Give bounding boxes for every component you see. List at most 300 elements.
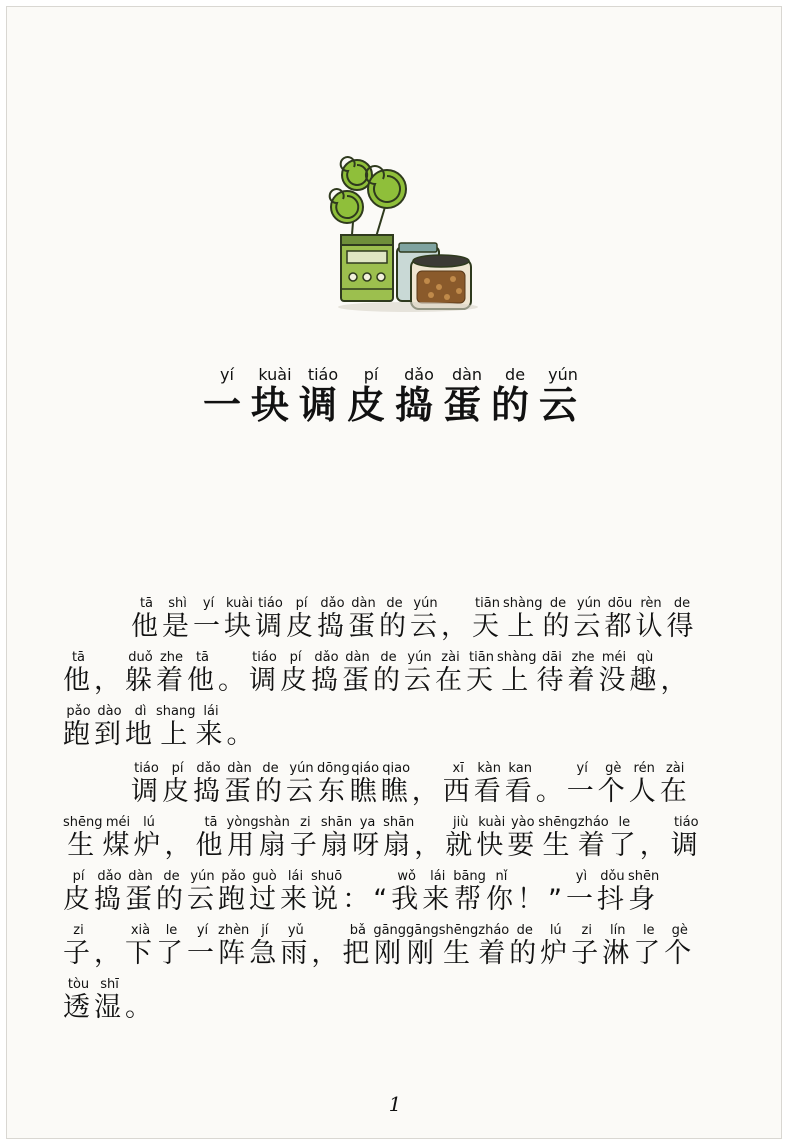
pinyin-annotation: lái bbox=[280, 869, 311, 884]
hanzi-char: ， bbox=[441, 611, 472, 642]
body-char bbox=[255, 596, 286, 642]
body-char bbox=[218, 665, 249, 696]
hanzi-char: 身 bbox=[627, 884, 660, 915]
hanzi-char: 上 bbox=[503, 611, 543, 642]
body-char bbox=[453, 869, 486, 915]
hanzi-char: 瞧 bbox=[380, 776, 412, 807]
body-char bbox=[435, 650, 466, 696]
pinyin-annotation: pǎo bbox=[63, 704, 94, 719]
pinyin-annotation: yún bbox=[539, 365, 588, 384]
pinyin-annotation: jí bbox=[249, 923, 281, 938]
hanzi-char: 蛋 bbox=[443, 383, 492, 427]
body-char bbox=[289, 815, 321, 861]
body-char bbox=[125, 923, 156, 969]
hanzi-char: 来 bbox=[422, 884, 454, 915]
body-char bbox=[195, 704, 227, 750]
pinyin-annotation: lái bbox=[195, 704, 227, 719]
hanzi-char: 着 bbox=[577, 830, 609, 861]
hanzi-char: 皮 bbox=[286, 611, 317, 642]
hanzi-char: 急 bbox=[249, 938, 281, 969]
pinyin-annotation: tā bbox=[187, 650, 218, 665]
hanzi-char: 捣 bbox=[94, 884, 125, 915]
body-char bbox=[165, 830, 196, 861]
hanzi-char: 云 bbox=[410, 611, 441, 642]
pinyin-annotation: tiáo bbox=[249, 650, 280, 665]
body-char bbox=[373, 884, 391, 915]
hanzi-char: 生 bbox=[538, 830, 578, 861]
hanzi-char: 西 bbox=[442, 776, 474, 807]
hanzi-char: 就 bbox=[445, 830, 477, 861]
body-char bbox=[249, 923, 281, 969]
pinyin-annotation: gè bbox=[664, 923, 696, 938]
hanzi-char: 皮 bbox=[346, 383, 395, 427]
body-char bbox=[422, 869, 454, 915]
title-char bbox=[443, 365, 492, 427]
hanzi-char: 炉 bbox=[540, 938, 572, 969]
hanzi-char: 着 bbox=[156, 665, 187, 696]
body-char bbox=[441, 611, 472, 642]
hanzi-char: 块 bbox=[250, 383, 299, 427]
body-char bbox=[133, 815, 165, 861]
body-char bbox=[63, 977, 94, 1023]
pinyin-annotation: dǎo bbox=[193, 761, 224, 776]
hanzi-char: 把 bbox=[342, 938, 374, 969]
body-char bbox=[414, 830, 445, 861]
body-char bbox=[125, 704, 156, 750]
hanzi-char: 他 bbox=[63, 665, 94, 696]
body-char bbox=[94, 665, 125, 696]
hanzi-char: ” bbox=[547, 884, 566, 915]
body-char bbox=[187, 869, 218, 915]
hanzi-char: 地 bbox=[125, 719, 156, 750]
hanzi-char: 调 bbox=[670, 830, 702, 861]
body-char bbox=[162, 596, 193, 642]
hanzi-char: 刚 bbox=[406, 938, 439, 969]
body-char bbox=[445, 815, 477, 861]
story-paragraph bbox=[63, 597, 715, 762]
hanzi-char: 一 bbox=[566, 776, 598, 807]
hanzi-char: 的 bbox=[255, 776, 286, 807]
pinyin-annotation: dì bbox=[125, 704, 156, 719]
body-char bbox=[373, 923, 407, 969]
hanzi-char: 的 bbox=[542, 611, 574, 642]
hanzi-char: 帮 bbox=[453, 884, 486, 915]
body-char bbox=[193, 761, 224, 807]
pinyin-annotation: de bbox=[373, 650, 404, 665]
body-char bbox=[255, 761, 286, 807]
pinyin-annotation: kuài bbox=[224, 596, 255, 611]
hanzi-char: 个 bbox=[597, 776, 629, 807]
story-body bbox=[63, 597, 715, 1035]
body-char bbox=[666, 596, 698, 642]
hanzi-char: 调 bbox=[298, 383, 347, 427]
hanzi-char: 趣 bbox=[629, 665, 661, 696]
hanzi-char: 用 bbox=[226, 830, 259, 861]
pinyin-annotation: le bbox=[156, 923, 187, 938]
pinyin-annotation: tā bbox=[195, 815, 227, 830]
pinyin-annotation: xī bbox=[442, 761, 474, 776]
hanzi-char: “ bbox=[373, 884, 392, 915]
pinyin-annotation: duǒ bbox=[125, 650, 156, 665]
body-char bbox=[195, 815, 227, 861]
body-char bbox=[509, 923, 541, 969]
hanzi-char: 透 bbox=[63, 992, 94, 1023]
pinyin-annotation bbox=[640, 815, 671, 830]
body-char bbox=[670, 815, 702, 861]
pinyin-annotation: gāng bbox=[373, 923, 407, 938]
body-char bbox=[187, 650, 218, 696]
hanzi-char: 天 bbox=[472, 611, 503, 642]
body-char bbox=[538, 815, 578, 861]
hanzi-char: 皮 bbox=[63, 884, 94, 915]
body-char bbox=[249, 650, 280, 696]
body-char bbox=[156, 869, 187, 915]
body-char bbox=[286, 761, 317, 807]
pinyin-annotation: de bbox=[509, 923, 541, 938]
body-char bbox=[224, 761, 255, 807]
body-char bbox=[218, 869, 249, 915]
body-char bbox=[156, 923, 187, 969]
hanzi-char: 湿 bbox=[94, 992, 125, 1023]
pinyin-annotation: de bbox=[491, 365, 540, 384]
hanzi-char: 块 bbox=[224, 611, 255, 642]
hanzi-char: 是 bbox=[162, 611, 193, 642]
pinyin-annotation: tiáo bbox=[670, 815, 702, 830]
pinyin-annotation: yòng bbox=[226, 815, 259, 830]
pinyin-annotation: de bbox=[156, 869, 187, 884]
pinyin-annotation: lín bbox=[602, 923, 634, 938]
hanzi-char: ， bbox=[94, 938, 125, 969]
body-char bbox=[226, 815, 259, 861]
hanzi-char: 云 bbox=[539, 383, 588, 427]
body-char bbox=[598, 650, 630, 696]
cookie-jar-icon bbox=[411, 255, 471, 309]
pinyin-annotation bbox=[94, 923, 125, 938]
pinyin-annotation: dǎo bbox=[395, 365, 443, 384]
pinyin-annotation: lú bbox=[133, 815, 165, 830]
body-char bbox=[540, 923, 572, 969]
hanzi-char: 云 bbox=[404, 665, 435, 696]
hanzi-char: 的 bbox=[509, 938, 541, 969]
body-char bbox=[373, 650, 404, 696]
pinyin-annotation: zháo bbox=[478, 923, 510, 938]
hanzi-char: 在 bbox=[435, 665, 466, 696]
hanzi-char: 扇 bbox=[383, 830, 415, 861]
pinyin-annotation: yí bbox=[193, 596, 224, 611]
pinyin-annotation: rén bbox=[628, 761, 660, 776]
body-char bbox=[504, 761, 536, 807]
body-char bbox=[608, 815, 640, 861]
body-char bbox=[542, 596, 574, 642]
hanzi-char: 说 bbox=[311, 884, 343, 915]
hanzi-char: 跑 bbox=[63, 719, 94, 750]
hanzi-char: ， bbox=[164, 830, 196, 861]
pinyin-annotation: gè bbox=[597, 761, 629, 776]
body-char bbox=[629, 650, 661, 696]
hanzi-char: 快 bbox=[476, 830, 508, 861]
body-char bbox=[156, 650, 187, 696]
pinyin-annotation bbox=[125, 977, 156, 992]
hanzi-char: 上 bbox=[156, 719, 196, 750]
hanzi-char: 跑 bbox=[218, 884, 249, 915]
hanzi-char: 的 bbox=[156, 884, 187, 915]
body-char bbox=[131, 761, 162, 807]
hanzi-char: 下 bbox=[125, 938, 156, 969]
pinyin-annotation: lái bbox=[422, 869, 454, 884]
pinyin-annotation: yí bbox=[202, 365, 251, 384]
pinyin-annotation: kan bbox=[504, 761, 536, 776]
hanzi-char: 着 bbox=[478, 938, 510, 969]
body-char bbox=[577, 815, 609, 861]
body-char bbox=[348, 596, 379, 642]
pinyin-annotation bbox=[412, 761, 443, 776]
pinyin-annotation: zài bbox=[659, 761, 691, 776]
hanzi-char: 在 bbox=[659, 776, 691, 807]
hanzi-char: 扇 bbox=[320, 830, 353, 861]
pinyin-annotation: guò bbox=[249, 869, 280, 884]
body-char bbox=[94, 977, 125, 1023]
pinyin-annotation: dàn bbox=[224, 761, 255, 776]
body-char bbox=[156, 704, 196, 750]
hanzi-char: 一 bbox=[187, 938, 218, 969]
pinyin-annotation: zhe bbox=[156, 650, 187, 665]
pinyin-annotation: dǒu bbox=[596, 869, 628, 884]
pinyin-annotation bbox=[548, 869, 566, 884]
hanzi-char: 捣 bbox=[193, 776, 224, 807]
pinyin-annotation: pǎo bbox=[218, 869, 249, 884]
pinyin-annotation: zhe bbox=[567, 650, 599, 665]
pinyin-annotation: dàn bbox=[348, 596, 379, 611]
body-char bbox=[63, 923, 94, 969]
body-char bbox=[218, 923, 250, 969]
body-char bbox=[476, 815, 508, 861]
hanzi-char: 的 bbox=[373, 665, 404, 696]
body-char bbox=[660, 665, 691, 696]
hanzi-char: 抖 bbox=[596, 884, 628, 915]
hanzi-char: 他 bbox=[187, 665, 218, 696]
pinyin-annotation bbox=[218, 650, 249, 665]
body-char bbox=[94, 869, 125, 915]
pinyin-annotation: zhèn bbox=[218, 923, 250, 938]
body-char bbox=[94, 938, 125, 969]
hanzi-char: 你 bbox=[485, 884, 517, 915]
pinyin-annotation: shì bbox=[162, 596, 193, 611]
title-char bbox=[202, 365, 251, 427]
pinyin-annotation: yì bbox=[565, 869, 597, 884]
body-char bbox=[573, 596, 605, 642]
pinyin-annotation: pí bbox=[63, 869, 94, 884]
pinyin-annotation bbox=[311, 923, 342, 938]
pinyin-annotation: shēng bbox=[538, 815, 578, 830]
pinyin-annotation: shēng bbox=[438, 923, 479, 938]
title-char bbox=[395, 365, 444, 427]
pinyin-annotation: shān bbox=[383, 815, 415, 830]
hanzi-char: 我 bbox=[391, 884, 423, 915]
hanzi-char: 子 bbox=[63, 938, 94, 969]
hanzi-char: 。 bbox=[535, 776, 567, 807]
hanzi-char: 都 bbox=[604, 611, 636, 642]
hanzi-char: 蛋 bbox=[348, 611, 379, 642]
body-char bbox=[249, 869, 280, 915]
pinyin-annotation: de bbox=[255, 761, 286, 776]
body-char bbox=[412, 776, 443, 807]
body-char bbox=[63, 650, 94, 696]
hanzi-char: 煤 bbox=[102, 830, 134, 861]
body-char bbox=[567, 650, 599, 696]
body-char bbox=[224, 596, 255, 642]
pinyin-annotation: xià bbox=[125, 923, 156, 938]
hanzi-char: 雨 bbox=[280, 938, 312, 969]
hanzi-char: 过 bbox=[249, 884, 280, 915]
body-char bbox=[664, 923, 696, 969]
body-char bbox=[162, 761, 193, 807]
pinyin-annotation: yún bbox=[187, 869, 218, 884]
pinyin-annotation: de bbox=[379, 596, 410, 611]
pinyin-annotation: rèn bbox=[635, 596, 667, 611]
body-char bbox=[406, 923, 439, 969]
hanzi-char: 阵 bbox=[218, 938, 250, 969]
pinyin-annotation bbox=[94, 650, 125, 665]
hanzi-char: 了 bbox=[633, 938, 665, 969]
hanzi-char: 他 bbox=[195, 830, 227, 861]
pinyin-annotation: shàng bbox=[503, 596, 543, 611]
body-char bbox=[478, 923, 510, 969]
hanzi-char: ， bbox=[94, 665, 125, 696]
hanzi-char: 着 bbox=[567, 665, 599, 696]
potted-plant-and-jar-illustration bbox=[313, 147, 483, 317]
hanzi-char: 要 bbox=[507, 830, 539, 861]
title-char bbox=[298, 365, 347, 427]
pinyin-annotation: shēng bbox=[63, 815, 103, 830]
hanzi-char: 一 bbox=[193, 611, 224, 642]
story-title bbox=[7, 367, 783, 429]
hanzi-char: 瞧 bbox=[349, 776, 381, 807]
body-char bbox=[349, 761, 381, 807]
body-char bbox=[466, 650, 497, 696]
hanzi-char: 的 bbox=[491, 383, 540, 427]
body-char bbox=[472, 596, 503, 642]
body-char bbox=[311, 869, 343, 915]
hanzi-char: 捣 bbox=[317, 611, 348, 642]
body-char bbox=[485, 869, 517, 915]
body-char bbox=[566, 761, 598, 807]
pinyin-annotation bbox=[414, 815, 445, 830]
hanzi-char: 扇 bbox=[258, 830, 290, 861]
pinyin-annotation: tiáo bbox=[298, 365, 347, 384]
body-char bbox=[94, 704, 125, 750]
body-char bbox=[442, 761, 474, 807]
hanzi-char: 看 bbox=[473, 776, 505, 807]
body-char bbox=[503, 596, 543, 642]
pinyin-annotation: dǎo bbox=[317, 596, 348, 611]
pinyin-annotation: tiáo bbox=[255, 596, 286, 611]
pinyin-annotation: tòu bbox=[63, 977, 94, 992]
story-paragraph bbox=[63, 762, 715, 1035]
pinyin-annotation: tā bbox=[131, 596, 162, 611]
hanzi-char: 呀 bbox=[352, 830, 384, 861]
body-char bbox=[536, 776, 567, 807]
body-char bbox=[410, 596, 441, 642]
pinyin-annotation: shàng bbox=[497, 650, 537, 665]
body-char bbox=[473, 761, 505, 807]
pinyin-annotation bbox=[342, 869, 373, 884]
body-char bbox=[342, 650, 373, 696]
hanzi-char: 刚 bbox=[373, 938, 407, 969]
hanzi-char: 子 bbox=[571, 938, 603, 969]
hanzi-char: 来 bbox=[280, 884, 311, 915]
pinyin-annotation: shān bbox=[320, 815, 353, 830]
hanzi-char: 生 bbox=[438, 938, 479, 969]
hanzi-char: 躲 bbox=[125, 665, 156, 696]
hanzi-char: 调 bbox=[255, 611, 286, 642]
body-char bbox=[602, 923, 634, 969]
hanzi-char: 待 bbox=[536, 665, 568, 696]
body-char bbox=[391, 869, 423, 915]
body-char bbox=[438, 923, 479, 969]
pinyin-annotation: zi bbox=[289, 815, 321, 830]
body-char bbox=[352, 815, 384, 861]
pinyin-annotation: tiáo bbox=[131, 761, 162, 776]
pinyin-annotation bbox=[660, 650, 691, 665]
body-char bbox=[659, 761, 691, 807]
body-char bbox=[640, 830, 671, 861]
pinyin-annotation: dào bbox=[94, 704, 125, 719]
book-page bbox=[6, 6, 782, 1139]
pinyin-annotation: nǐ bbox=[485, 869, 517, 884]
hanzi-char: ， bbox=[411, 776, 443, 807]
body-char bbox=[565, 869, 597, 915]
pinyin-annotation: yún bbox=[404, 650, 435, 665]
pinyin-annotation: yí bbox=[187, 923, 218, 938]
pinyin-annotation: yún bbox=[410, 596, 441, 611]
pinyin-annotation: shang bbox=[156, 704, 196, 719]
body-char bbox=[596, 869, 628, 915]
pinyin-annotation: pí bbox=[346, 365, 395, 384]
body-char bbox=[63, 704, 94, 750]
pinyin-annotation bbox=[517, 869, 548, 884]
hanzi-char: 来 bbox=[195, 719, 227, 750]
pinyin-annotation: tiān bbox=[472, 596, 503, 611]
hanzi-char: ， bbox=[311, 938, 343, 969]
body-char bbox=[131, 596, 162, 642]
pinyin-annotation: pí bbox=[162, 761, 193, 776]
pinyin-annotation: kuài bbox=[250, 365, 299, 384]
hanzi-char: ， bbox=[660, 665, 692, 696]
body-char bbox=[404, 650, 435, 696]
page-number: 1 bbox=[388, 1092, 402, 1116]
hanzi-char: 云 bbox=[286, 776, 317, 807]
pinyin-annotation: le bbox=[633, 923, 665, 938]
hanzi-char: 的 bbox=[379, 611, 410, 642]
pinyin-annotation: dǎo bbox=[94, 869, 125, 884]
pinyin-annotation: zi bbox=[63, 923, 94, 938]
title-char bbox=[491, 365, 540, 427]
pinyin-annotation: dàn bbox=[443, 365, 492, 384]
body-char bbox=[311, 650, 342, 696]
body-char bbox=[342, 884, 373, 915]
pinyin-annotation: gāng bbox=[406, 923, 439, 938]
title-char bbox=[346, 365, 395, 427]
pinyin-annotation: qiáo bbox=[349, 761, 381, 776]
hanzi-char: 个 bbox=[664, 938, 696, 969]
hanzi-char: 他 bbox=[131, 611, 162, 642]
body-char bbox=[258, 815, 290, 861]
pinyin-annotation: zi bbox=[571, 923, 603, 938]
body-char bbox=[63, 815, 103, 861]
pinyin-annotation: yǔ bbox=[280, 923, 312, 938]
pinyin-annotation: yí bbox=[566, 761, 598, 776]
pinyin-annotation bbox=[536, 761, 567, 776]
